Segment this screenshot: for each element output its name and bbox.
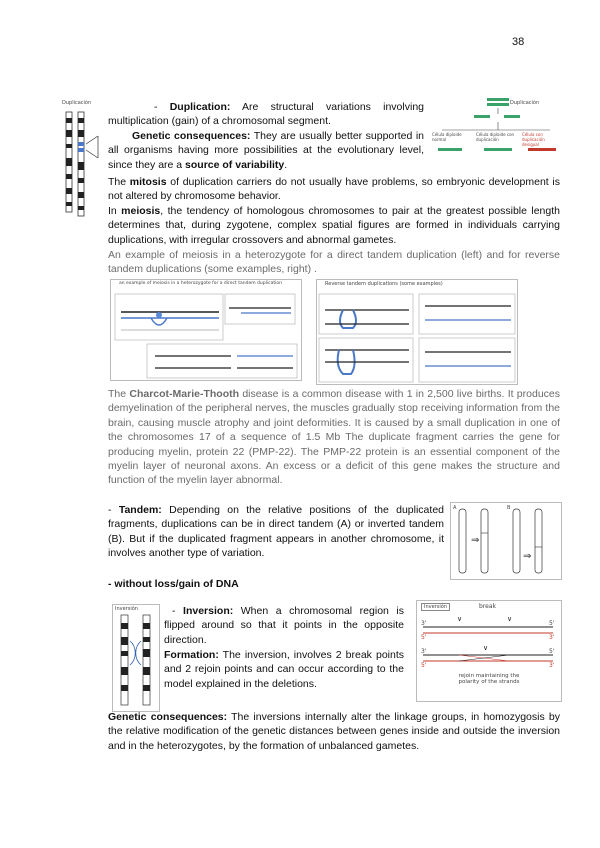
left-figure-drawing — [111, 280, 301, 380]
prime-3-right-top: 3' — [549, 634, 555, 641]
meiosis-example-caption: An example of meiosis in a heterozygote for a direct tandem duplication (left) and for reverse tandem duplications (some examples, right) . — [108, 249, 560, 276]
tandem-heading: Tandem: — [118, 504, 162, 516]
prime-5-left-top: 5' — [421, 634, 427, 641]
tandem-label-b: B — [507, 505, 511, 511]
duplication-heading: Duplication: — [169, 101, 231, 113]
karyotype-figure — [62, 100, 106, 215]
cmt-disease-name: Charcot-Marie-Thooth — [129, 388, 240, 400]
chromosome-drawing — [62, 108, 106, 218]
without-loss-gain-heading: - without loss/gain of DNA — [108, 578, 239, 590]
charcot-marie-tooth-paragraph: The Charcot-Marie-Thooth disease is a common disease with 1 in 2,500 live births. It produces demyelination of the peripheral nerves, the muscles gradually stop receiving information from the brain, causing muscle atrophy and joint deformities. It is caused by a small duplication in one of the chromosomes 17 of a sequence of 1.5 Mb The duplicate fragment carries the gene for producing myelin, protein 22 (PMP-22). The PMP-22 protein is an essential component of the myelin layer of neuronal axons. An excess or a deficit of this gene makes the structure and function of the myelin layer abnormal. — [108, 388, 561, 487]
prime-3-left-top: 3' — [421, 620, 427, 627]
left-figure-title: an example of meiosis in a heterozygote for a direct tandem duplication — [119, 281, 282, 286]
inversion-figure-tag: Inversión — [421, 603, 450, 611]
tree-label-duplication: Célula diploide con duplicación — [476, 132, 515, 142]
inversion-genetic-consequences: Genetic consequences: The inversions internally alter the linkage groups, in homozygosis by the relative modification of the genetic distances between genes inside and outside the inversion and in the heterozygotes, by the formation of unbalanced gametes. — [108, 711, 560, 752]
inversion-chromosome-drawing — [113, 611, 159, 711]
right-figure-drawing — [317, 280, 517, 384]
inversion-chromosome-figure — [112, 604, 160, 712]
inversion-break-drawing — [417, 601, 561, 701]
prime-3-left-bottom: 3' — [421, 648, 427, 655]
meiosis-paragraph: In meiosis, the tendency of homologous chromosomes to pair at the greatest possible length determines that, during zygotene, complex spatial figures are formed in individuals carrying duplications, with irregular crossovers and abnormal gametes. — [108, 205, 560, 246]
meiosis-direct-tandem-figure — [110, 279, 302, 381]
mitosis-paragraph: The mitosis of duplication carriers do not usually have problems, so embryonic development is not altered by chromosome behavior. — [108, 176, 560, 203]
rejoin-label: rejoin maintaining the polarity of the strands — [458, 673, 520, 685]
right-figure-title: Reverse tandem duplications (some examples) — [325, 281, 443, 287]
duplication-tree-figure — [432, 96, 562, 172]
prime-5-right-bottom: 5' — [549, 648, 555, 655]
tree-top-label: Duplicación — [510, 100, 540, 106]
svg-text:⇒: ⇒ — [471, 535, 480, 546]
tandem-label-a: A — [453, 505, 457, 511]
inversion-formation-paragraph: Formation: The inversion, involves 2 break points and 2 rejoin points and can occur according to the model explained in the deletions. — [164, 649, 404, 690]
duplication-intro: - Duplication: Are structural variations involving multiplication (gain) of a chromosomal segment. — [108, 101, 424, 128]
tree-label-normal: Célula diploide normal — [432, 132, 462, 142]
svg-text:∨: ∨ — [507, 616, 513, 623]
tree-label-unequal: Célula con duplicación desigual — [522, 132, 545, 147]
inversion-heading: Inversion: — [183, 605, 234, 617]
prime-5-left-bottom: 5' — [421, 662, 427, 669]
prime-3-right-bottom: 3' — [549, 662, 555, 669]
svg-text:⇒: ⇒ — [523, 551, 532, 562]
prime-5-right-top: 5' — [549, 620, 555, 627]
meiosis-reverse-tandem-figure — [316, 279, 518, 385]
tandem-paragraph: - Tandem: Depending on the relative positions of the duplicated fragments, duplications can be in direct tandem (A) or inverted tandem (B). But if the duplicated fragment appears in another chromosome, it involves another type of variation. — [108, 504, 444, 560]
break-label: break — [479, 603, 496, 610]
inversion-figure-label: Inversión — [115, 606, 138, 612]
svg-text:∨: ∨ — [483, 645, 489, 652]
tandem-figure — [450, 502, 562, 580]
svg-text:∨: ∨ — [457, 616, 463, 623]
page-number: 38 — [512, 36, 525, 48]
tandem-drawing — [451, 503, 561, 579]
karyotype-label: Duplicación — [62, 100, 92, 106]
inversion-paragraph: - Inversion: When a chromosomal region is flipped around so that it points in the opposite direction. — [164, 605, 404, 646]
inversion-break-figure — [416, 600, 562, 702]
duplication-genetic-consequences: Genetic consequences: They are usually better supported in all organisms having more possibilities at the evolutionary level, since they are a source of variability. — [108, 130, 424, 171]
